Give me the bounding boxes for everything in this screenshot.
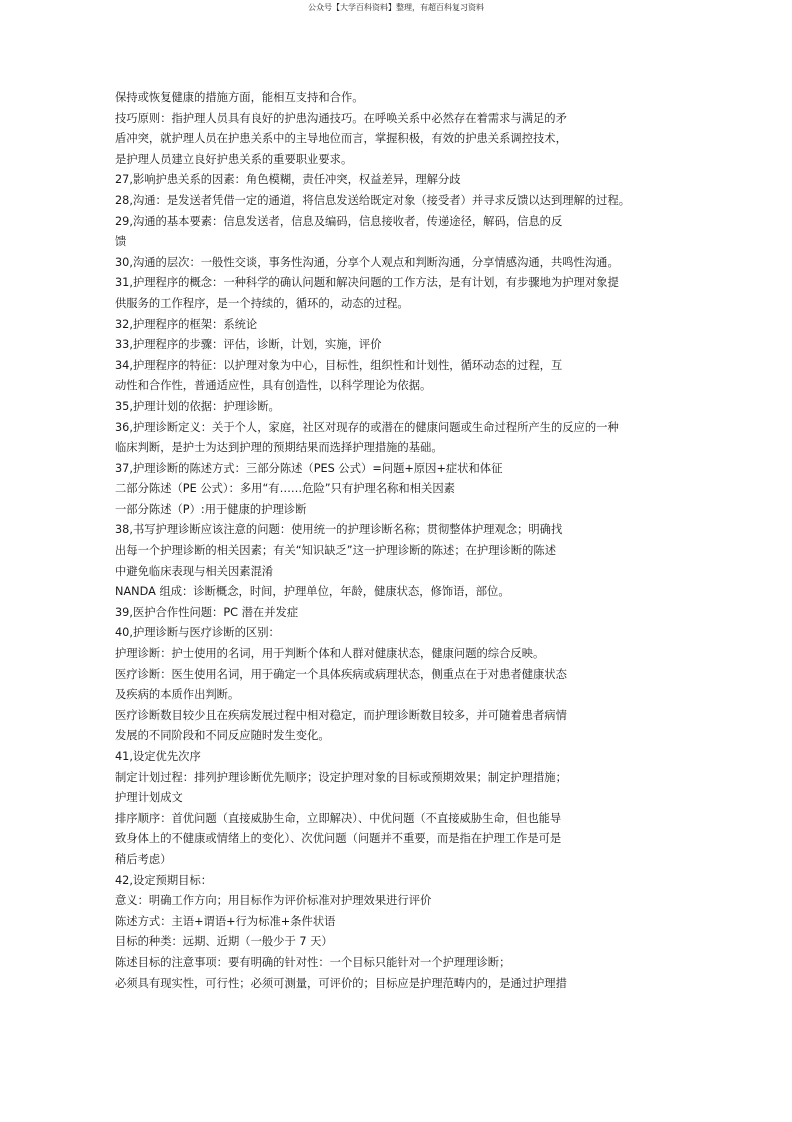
text-line: 目标的种类：远期、近期（一般少于 7 天） <box>115 935 333 949</box>
text-line: 30,沟通的层次：一般性交谈，事务性沟通，分享个人观点和判断沟通，分享情感沟通，共鸣性沟通。 <box>115 255 619 269</box>
text-line: 陈述方式：主语+谓语+行为标准+条件状语 <box>115 914 336 928</box>
text-line: 27,影响护患关系的因素：角色模糊，责任冲突，权益差异，理解分歧 <box>115 173 461 187</box>
text-line: 医疗诊断数目较少且在疾病发展过程中相对稳定，而护理诊断数目较多，并可随着患者病情 <box>115 708 567 722</box>
text-line: 39,医护合作性问题：PC 潜在并发症 <box>115 605 299 619</box>
page-header: 公众号【大学百科资料】整理，有超百科复习资料 <box>308 3 484 12</box>
text-line: 28,沟通：是发送者凭借一定的通道，将信息发送给既定对象（接受者）并寻求反馈以达到理解的过程。 <box>115 193 631 207</box>
text-line: 31,护理程序的概念：一种科学的确认问题和解决问题的工作方法，是有计划，有步骤地为护理对象提 <box>115 276 619 290</box>
text-line: 出每一个护理诊断的相关因素；有关“知识缺乏”这一护理诊断的陈述；在护理诊断的陈述 <box>115 544 556 558</box>
text-line: 发展的不同阶段和不同反应随时发生变化。 <box>115 729 330 743</box>
text-line: 是护理人员建立良好护患关系的重要职业要求。 <box>115 152 353 166</box>
text-line: 37,护理诊断的陈述方式：三部分陈述（PES 公式）=问题+原因+症状和体征 <box>115 461 503 475</box>
document-body <box>115 88 675 994</box>
text-line: 38,书写护理诊断应该注意的问题：使用统一的护理诊断名称；贯彻整体护理观念；明确找 <box>115 523 563 537</box>
text-line: 致身体上的不健康或情绪上的变化）、次优问题（问题并不重要，而是指在护理工作是可是 <box>115 832 562 846</box>
text-line: 一部分陈述（P）:用于健康的护理诊断 <box>115 502 307 516</box>
text-line: 陈述目标的注意事项：要有明确的针对性：一个目标只能针对一个护理理诊断； <box>115 955 511 969</box>
text-line: 临床判断，是护士为达到护理的预期结果而选择护理措施的基础。 <box>115 441 443 455</box>
text-line: 33,护理程序的步骤：评估，诊断，计划，实施，评价 <box>115 338 382 352</box>
text-line: 及疾病的本质作出判断。 <box>115 688 240 702</box>
text-line: NANDA 组成：诊断概念，时间，护理单位，年龄，健康状态，修饰语，部位。 <box>115 585 510 599</box>
text-line: 护理计划成文 <box>115 791 183 805</box>
text-line: 42,设定预期目标： <box>115 873 213 887</box>
text-line: 技巧原则：指护理人员具有良好的护患沟通技巧。在呼唤关系中必然存在着需求与满足的矛 <box>115 111 567 125</box>
text-line: 29,沟通的基本要素：信息发送者，信息及编码，信息接收者，传递途径，解码，信息的反 <box>115 214 563 228</box>
text-line: 34,护理程序的特征：以护理对象为中心，目标性，组织性和计划性，循环动态的过程，互 <box>115 358 563 372</box>
text-line: 供服务的工作程序，是一个持续的，循环的，动态的过程。 <box>115 296 409 310</box>
text-line: 馈 <box>115 235 127 249</box>
text-line: 40,护理诊断与医疗诊断的区别： <box>115 626 280 640</box>
text-line: 36,护理诊断定义：关于个人，家庭，社区对现存的或潜在的健康问题或生命过程所产生的反应的一种 <box>115 420 619 434</box>
text-line: 41,设定优先次序 <box>115 750 201 763</box>
text-line: 意义：明确工作方向；用目标作为评价标准对护理效果进行评价 <box>115 894 432 908</box>
text-line: 制定计划过程：排列护理诊断优先顺序；设定护理对象的目标或预期效果；制定护理措施； <box>115 770 567 784</box>
text-line: 盾冲突，就护理人员在护患关系中的主导地位而言，掌握积极，有效的护患关系调控技术， <box>115 132 567 146</box>
text-line: 动性和合作性，普通适应性，具有创造性，以科学理论为依据。 <box>115 379 432 393</box>
text-line: 35,护理计划的依据：护理诊断。 <box>115 399 280 413</box>
text-line: 二部分陈述（PE 公式）：多用“有……危险”只有护理名称和相关因素 <box>115 482 455 496</box>
text-line: 中避免临床表现与相关因素混淆 <box>115 564 274 578</box>
text-line: 医疗诊断：医生使用名词，用于确定一个具体疾病或病理状态，侧重点在于对患者健康状态 <box>115 667 567 681</box>
text-line: 排序顺序：首优问题（直接威胁生命，立即解决）、中优问题（不直接威胁生命，但也能导 <box>115 811 562 825</box>
text-line: 护理诊断：护士使用的名词，用于判断个体和人群对健康状态，健康问题的综合反映。 <box>115 647 545 661</box>
text-line: 稍后考虑） <box>115 852 172 866</box>
text-line: 32,护理程序的框架：系统论 <box>115 317 258 331</box>
text-line: 保持或恢复健康的措施方面，能相互支持和合作。 <box>115 91 364 104</box>
text-line: 必须具有现实性，可行性；必须可测量，可评价的；目标应是护理范畴内的，是通过护理措 <box>115 976 567 990</box>
